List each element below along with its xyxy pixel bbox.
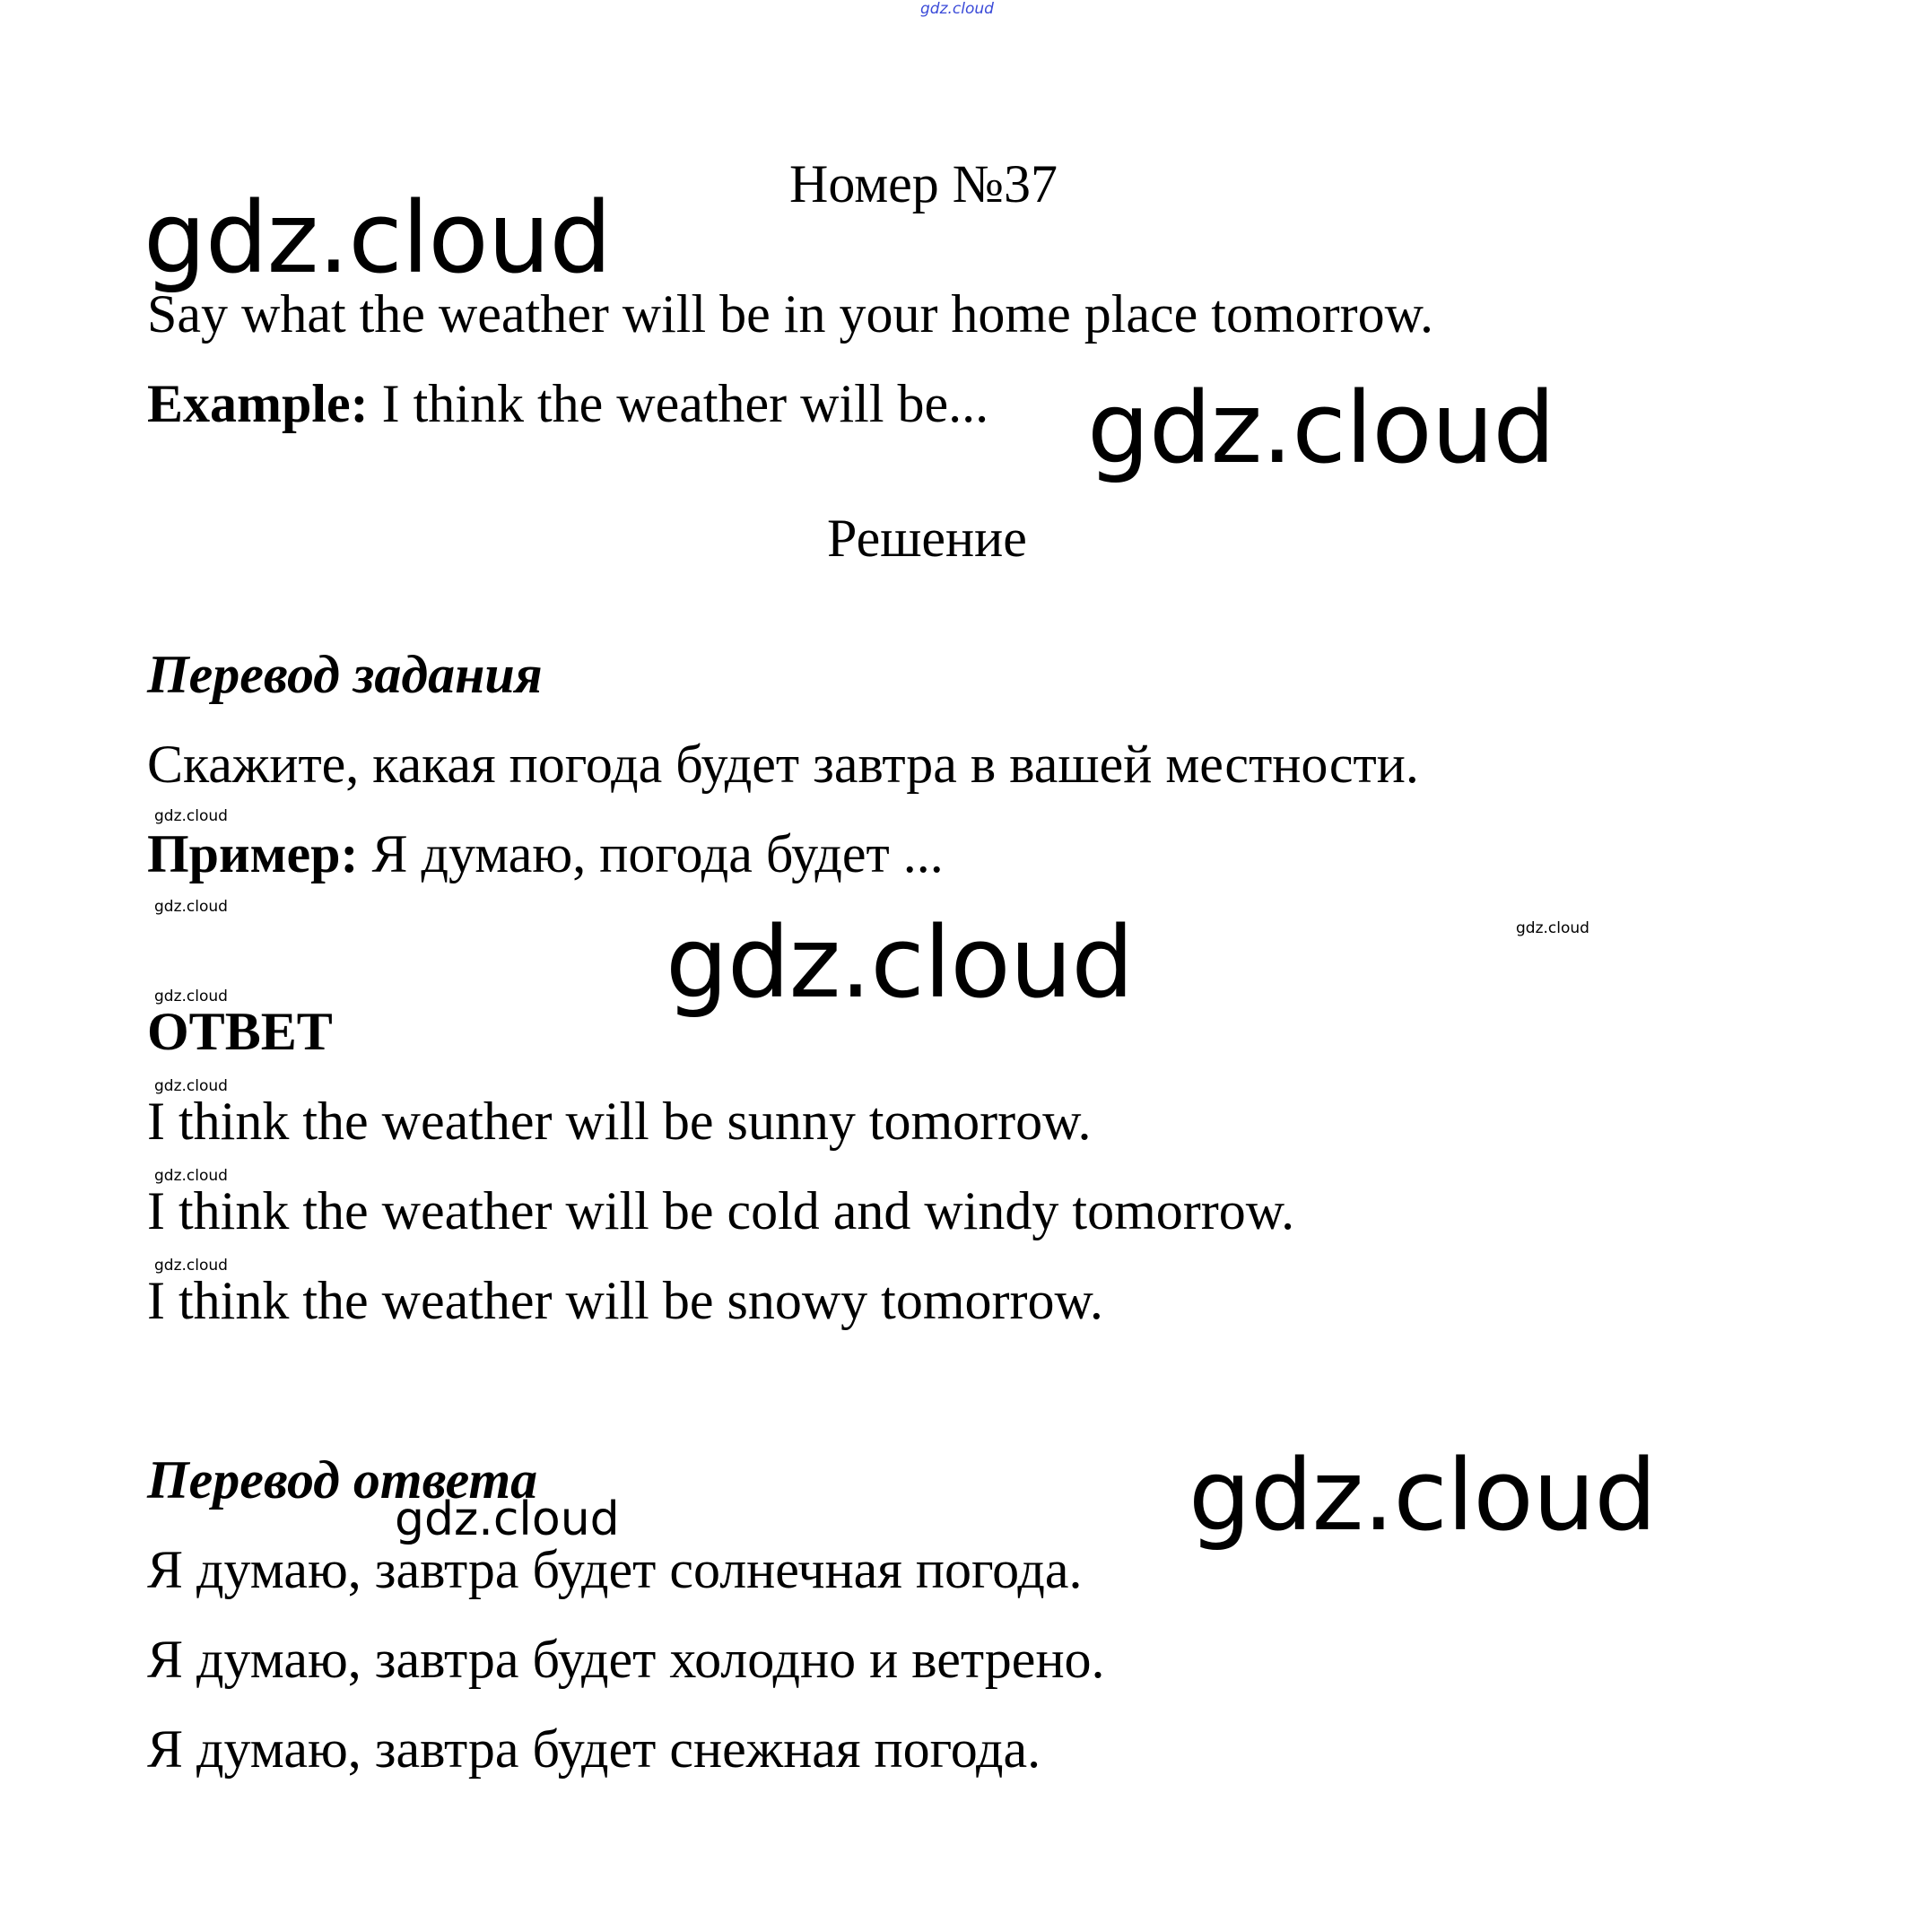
watermark-small: gdz.cloud: [1516, 919, 1589, 937]
translation-heading: Перевод задания: [147, 645, 543, 704]
example-label: Пример:: [147, 824, 359, 883]
example-text: Я думаю, погода будет ...: [358, 824, 944, 883]
watermark-small: gdz.cloud: [154, 1167, 228, 1185]
page-title: Номер №37: [789, 154, 1058, 213]
watermark-big: gdz.cloud: [666, 905, 1134, 1020]
answer-translation-line: Я думаю, завтра будет снежная погода.: [147, 1719, 1041, 1779]
answer-translation-heading: Перевод ответа: [147, 1450, 538, 1510]
task-text: Say what the weather will be in your home place tomorrow.: [147, 284, 1434, 344]
answer-line: I think the weather will be snowy tomorrow.: [147, 1271, 1103, 1330]
solution-title: Решение: [827, 509, 1027, 568]
watermark-small: gdz.cloud: [154, 1257, 228, 1275]
answer-line: I think the weather will be sunny tomorrow.: [147, 1092, 1092, 1151]
translation-example: [147, 824, 944, 883]
task-example: [147, 374, 989, 433]
answer-heading: ОТВЕТ: [147, 1002, 333, 1061]
example-text: I think the weather will be...: [368, 374, 989, 433]
watermark-big: gdz.cloud: [1087, 370, 1555, 485]
watermark-top: gdz.cloud: [920, 0, 994, 18]
watermark-big: gdz.cloud: [144, 180, 612, 295]
watermark-small: gdz.cloud: [154, 1077, 228, 1095]
answer-line: I think the weather will be cold and windy tomorrow.: [147, 1181, 1295, 1240]
watermark-small: gdz.cloud: [154, 807, 228, 825]
example-label: Example:: [147, 374, 369, 433]
translation-text: Скажите, какая погода будет завтра в вашей местности.: [147, 735, 1419, 794]
watermark-mid: gdz.cloud: [395, 1493, 620, 1546]
answer-translation-line: Я думаю, завтра будет холодно и ветрено.: [147, 1630, 1105, 1689]
answer-translation-line: Я думаю, завтра будет солнечная погода.: [147, 1540, 1083, 1599]
watermark-small: gdz.cloud: [154, 988, 228, 1005]
watermark-small: gdz.cloud: [154, 898, 228, 916]
watermark-big: gdz.cloud: [1189, 1438, 1657, 1553]
